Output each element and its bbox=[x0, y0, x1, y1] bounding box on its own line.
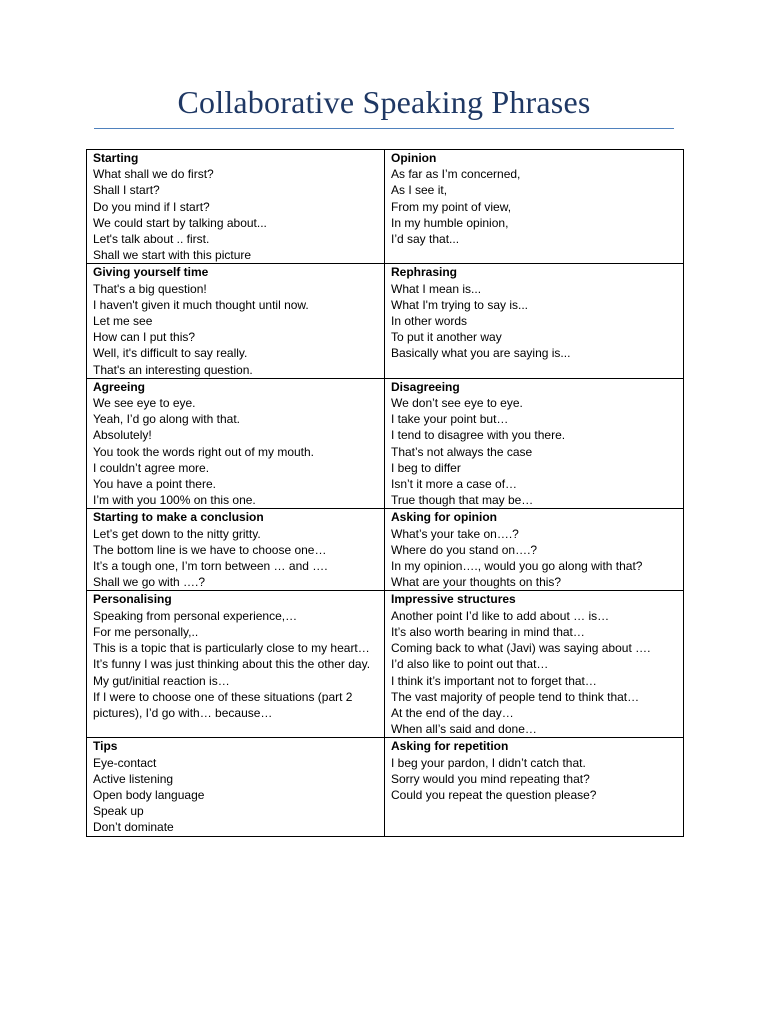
phrase-item: Well, it's difficult to say really. bbox=[93, 346, 248, 361]
phrase-item: Shall I start? bbox=[93, 183, 160, 198]
table-row bbox=[87, 591, 684, 738]
phrase-item: It’s a tough one, I’m torn between … and …. bbox=[93, 559, 328, 574]
phrase-item: Open body language bbox=[93, 787, 205, 802]
phrase-item: We don’t see eye to eye. bbox=[391, 396, 523, 411]
phrase-item: Speak up bbox=[93, 804, 144, 819]
phrase-item: I take your point but… bbox=[391, 412, 509, 427]
table-row bbox=[87, 264, 684, 378]
phrase-item: I’d say that... bbox=[391, 232, 460, 247]
phrase-item: For me personally,.. bbox=[93, 624, 199, 639]
phrase-item: That's an interesting question. bbox=[93, 362, 253, 377]
phrase-item: I beg your pardon, I didn’t catch that. bbox=[391, 755, 586, 770]
phrase-item: The vast majority of people tend to think that… bbox=[391, 689, 640, 704]
phrase-item: As far as I’m concerned, bbox=[391, 167, 521, 182]
title-divider bbox=[94, 128, 674, 129]
phrase-cell-left bbox=[87, 378, 385, 509]
phrase-item: Let's talk about .. first. bbox=[93, 232, 210, 247]
phrase-item: It’s also worth bearing in mind that… bbox=[391, 624, 585, 639]
phrase-item: I haven't given it much thought until now. bbox=[93, 297, 309, 312]
cell-heading: Starting bbox=[93, 151, 139, 165]
cell-heading: Personalising bbox=[93, 592, 172, 607]
phrase-item: At the end of the day… bbox=[391, 705, 514, 720]
phrase-item: My gut/initial reaction is… bbox=[93, 673, 230, 688]
phrase-item: You took the words right out of my mouth. bbox=[93, 444, 315, 459]
phrase-cell-right bbox=[385, 591, 684, 738]
phrase-item: How can I put this? bbox=[93, 330, 196, 345]
phrase-cell-right bbox=[385, 738, 684, 836]
phrase-item: As I see it, bbox=[391, 183, 448, 198]
phrase-item: The bottom line is we have to choose one… bbox=[93, 542, 327, 557]
phrase-item: Absolutely! bbox=[93, 428, 152, 443]
phrase-item: We could start by talking about... bbox=[93, 215, 267, 230]
cell-heading: Giving yourself time bbox=[93, 265, 209, 280]
phrase-item: Let me see bbox=[93, 314, 153, 329]
table-row bbox=[87, 150, 684, 264]
cell-heading: Agreeing bbox=[93, 379, 146, 394]
phrase-item: Shall we start with this picture bbox=[93, 248, 252, 263]
phrase-item: Yeah, I’d go along with that. bbox=[93, 412, 240, 427]
table-row bbox=[87, 738, 684, 836]
phrase-item: To put it another way bbox=[391, 330, 502, 345]
phrase-item: We see eye to eye. bbox=[93, 396, 196, 411]
phrase-item: Coming back to what (Javi) was saying about …. bbox=[391, 641, 651, 656]
phrase-item: I’d also like to point out that… bbox=[391, 657, 549, 672]
phrase-item: From my point of view, bbox=[391, 199, 512, 214]
phrase-item: Isn’t it more a case of… bbox=[391, 477, 518, 492]
phrase-item: Another point I’d like to add about … is… bbox=[391, 608, 610, 623]
phrase-item: Basically what you are saying is... bbox=[391, 346, 571, 361]
table-row bbox=[87, 509, 684, 591]
phrase-item: True though that may be… bbox=[391, 493, 534, 508]
phrase-item: That's a big question! bbox=[93, 281, 207, 296]
phrase-item: When all’s said and done… bbox=[391, 722, 537, 737]
phrase-item: Don’t dominate bbox=[93, 820, 174, 835]
phrase-cell-right bbox=[385, 378, 684, 509]
phrase-item: Shall we go with ….? bbox=[93, 575, 206, 590]
cell-heading: Disagreeing bbox=[391, 379, 460, 394]
cell-heading: Rephrasing bbox=[391, 265, 458, 280]
phrase-item: I beg to differ bbox=[391, 460, 461, 475]
phrase-item: What I mean is... bbox=[391, 281, 482, 296]
phrase-item: This is a topic that is particularly close to my heart… bbox=[93, 641, 370, 656]
phrase-item: Speaking from personal experience,… bbox=[93, 608, 298, 623]
phrase-item: Let’s get down to the nitty gritty. bbox=[93, 526, 261, 541]
phrase-item: It’s funny I was just thinking about this the other day. bbox=[93, 657, 371, 672]
phrases-table bbox=[86, 149, 684, 837]
phrase-item: Could you repeat the question please? bbox=[391, 787, 597, 802]
phrase-item: In my humble opinion, bbox=[391, 215, 509, 230]
phrase-item: In my opinion…., would you go along with that? bbox=[391, 559, 643, 574]
cell-heading: Starting to make a conclusion bbox=[93, 510, 264, 525]
phrase-item: What are your thoughts on this? bbox=[391, 575, 562, 590]
phrase-item: That’s not always the case bbox=[391, 444, 533, 459]
phrase-cell-left bbox=[87, 264, 385, 378]
phrase-cell-right bbox=[385, 264, 684, 378]
phrase-item: Where do you stand on….? bbox=[391, 542, 538, 557]
phrase-item: I tend to disagree with you there. bbox=[391, 428, 566, 443]
phrase-cell-right bbox=[385, 509, 684, 591]
table-row bbox=[87, 378, 684, 509]
phrase-item: You have a point there. bbox=[93, 477, 216, 492]
phrase-item: What shall we do first? bbox=[93, 167, 214, 182]
phrase-item: Do you mind if I start? bbox=[93, 199, 210, 214]
phrase-cell-left bbox=[87, 150, 385, 264]
phrase-item: In other words bbox=[391, 314, 468, 329]
phrase-item: If I were to choose one of these situations (part 2 pictures), I’d go with… because… bbox=[93, 689, 353, 720]
phrase-item: Sorry would you mind repeating that? bbox=[391, 771, 590, 786]
cell-heading: Impressive structures bbox=[391, 592, 516, 607]
phrase-item: Eye-contact bbox=[93, 755, 157, 770]
phrase-item: I couldn’t agree more. bbox=[93, 460, 210, 475]
phrase-cell-left bbox=[87, 738, 385, 836]
cell-heading: Asking for opinion bbox=[391, 510, 497, 525]
cell-heading: Opinion bbox=[391, 151, 437, 165]
page-title: Collaborative Speaking Phrases bbox=[177, 84, 591, 120]
phrase-cell-right bbox=[385, 150, 684, 264]
phrase-item: What I'm trying to say is... bbox=[391, 297, 528, 312]
phrase-item: What’s your take on….? bbox=[391, 526, 519, 541]
phrase-item: I’m with you 100% on this one. bbox=[93, 493, 256, 508]
phrase-cell-left bbox=[87, 509, 385, 591]
cell-heading: Tips bbox=[93, 739, 118, 754]
phrase-item: I think it’s important not to forget that… bbox=[391, 673, 597, 688]
phrase-cell-left bbox=[87, 591, 385, 738]
phrase-item: Active listening bbox=[93, 771, 174, 786]
cell-heading: Asking for repetition bbox=[391, 739, 509, 754]
